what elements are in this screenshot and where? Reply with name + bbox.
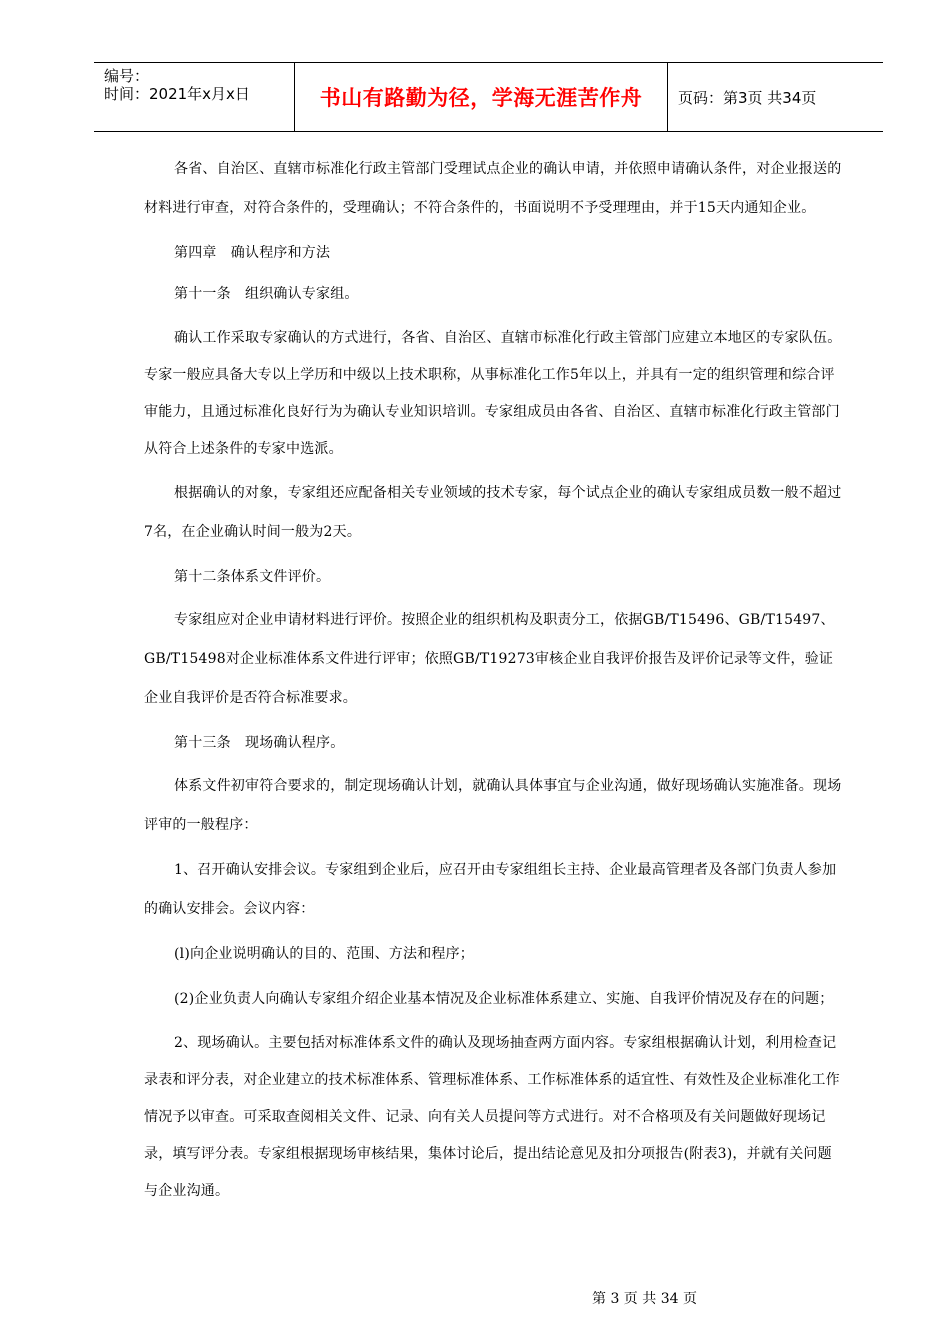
paragraph: 1、召开确认安排会议。专家组到企业后，应召开由专家组组长主持、企业最高管理者及各部门负责人参加的确认安排会。会议内容： [144, 862, 837, 917]
paragraph: 根据确认的对象，专家组还应配备相关专业领域的技术专家，每个试点企业的确认专家组成员数一般不超过7名，在企业确认时间一般为2天。 [144, 485, 842, 540]
paragraph: 确认工作采取专家确认的方式进行，各省、自治区、直辖市标准化行政主管部门应建立本地区的专家队伍。专家一般应具备大专以上学历和中级以上技术职称，从事标准化工作5年以上，并具有一定的组织管理和综合评审能力，且通过标准化良好行为为确认专业知识培训。专家组成员由各省、自治区、直辖市标准化行政主管部门从符合上述条件的专家中选派。 [144, 330, 842, 457]
header-page-info: 页码：第3页 共34页 [678, 88, 817, 107]
footer-page-number: 第 3 页 共 34 页 [592, 1291, 697, 1307]
paragraph: 体系文件初审符合要求的，制定现场确认计划，就确认具体事宜与企业沟通，做好现场确认实施准备。现场评审的一般程序： [144, 778, 842, 833]
page-header [94, 62, 883, 132]
header-motto: 书山有路勤为径，学海无涯苦作舟 [319, 86, 643, 110]
article-heading: 第十一条 组织确认专家组。 [174, 286, 359, 302]
article-heading: 第十三条 现场确认程序。 [174, 735, 345, 751]
list-item: (l)向企业说明确认的目的、范围、方法和程序； [174, 946, 475, 962]
document-number-label: 编号： [104, 67, 150, 85]
paragraph: 各省、自治区、直辖市标准化行政主管部门受理试点企业的确认申请，并依照申请确认条件，对企业报送的材料进行审查，对符合条件的，受理确认；不符合条件的，书面说明不予受理理由，并于15天内通知企业。 [144, 161, 842, 216]
header-motto-cell [295, 63, 668, 131]
paragraph: 专家组应对企业申请材料进行评价。按照企业的组织机构及职责分工，依据GB/T15496、GB/T15497、GB/T15498对企业标准体系文件进行评审；依照GB/T19273审核企业自我评价报告及评价记录等文件，验证企业自我评价是否符合标准要求。 [144, 612, 835, 706]
document-body [144, 150, 844, 1210]
list-item: (2)企业负责人向确认专家组介绍企业基本情况及企业标准体系建立、实施、自我评价情况及存在的问题； [174, 991, 834, 1007]
paragraph: 2、现场确认。主要包括对标准体系文件的确认及现场抽查两方面内容。专家组根据确认计划，利用检查记录表和评分表，对企业建立的技术标准体系、管理标准体系、工作标准体系的适宜性、有效性及企业标准化工作情况予以审查。可采取查阅相关文件、记录、向有关人员提问等方式进行。对不合格项及有关问题做好现场记录，填写评分表。专家组根据现场审核结果，集体讨论后，提出结论意见及扣分项报告(附表3)，并就有关问题与企业沟通。 [144, 1035, 840, 1199]
chapter-heading: 第四章 确认程序和方法 [174, 245, 331, 261]
header-meta [94, 63, 295, 131]
document-time: 时间：2021年x月x日 [104, 85, 250, 103]
article-heading: 第十二条体系文件评价。 [174, 569, 331, 585]
